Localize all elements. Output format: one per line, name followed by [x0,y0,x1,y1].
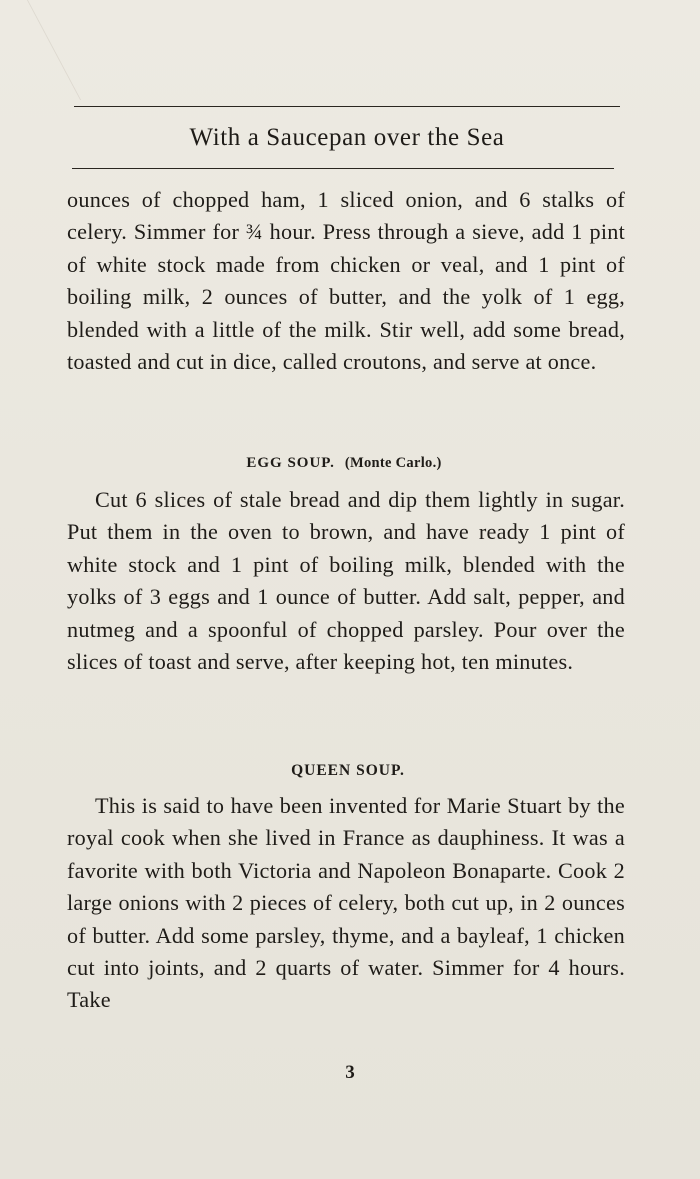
continued-paragraph: ounces of chopped ham, 1 sliced onion, and 6 stalks of celery. Simmer for ¾ hour. Press through a sieve, add 1 pint of white stock made from chicken or veal, and 1 pint of boiling milk, 2 ounces of butter, and the yolk of 1 egg, blended with a little of the milk. Stir well, add some bread, toasted and cut in dice, called croutons, and serve at once. [67,187,625,375]
egg-soup-title: EGG SOUP. [246,455,335,471]
egg-soup-paragraph: Cut 6 slices of stale bread and dip them lightly in sugar. Put them in the oven to brown, and have ready 1 pint of white stock and 1 pint of boiling milk, blended with the yolks of 3 eggs and 1 ounce of butter. Add salt, pepper, and nutmeg and a spoonful of chopped parsley. Pour over the slices of toast and serve, after keeping hot, ten minutes. [67,487,625,675]
paper-crease [24,0,84,100]
header-rule-bottom [72,168,614,169]
egg-soup-heading [0,455,694,472]
running-head: With a Saucepan over the Sea [189,124,505,151]
queen-soup-paragraph: This is said to have been invented for Marie Stuart by the royal cook when she lived in France as dauphiness. It was a favorite with both Victoria and Napoleon Bonaparte. Cook 2 large onions with 2 pieces of celery, both cut up, in 2 ounces of butter. Add some parsley, thyme, and a bayleaf, 1 chicken cut into joints, and 2 quarts of water. Simmer for 4 hours. Take [67,793,625,1013]
header-rule-top [74,106,620,107]
page-number: 3 [345,1062,355,1083]
egg-soup-note: (Monte Carlo.) [344,455,442,471]
queen-soup-heading: QUEEN SOUP. [291,762,405,779]
